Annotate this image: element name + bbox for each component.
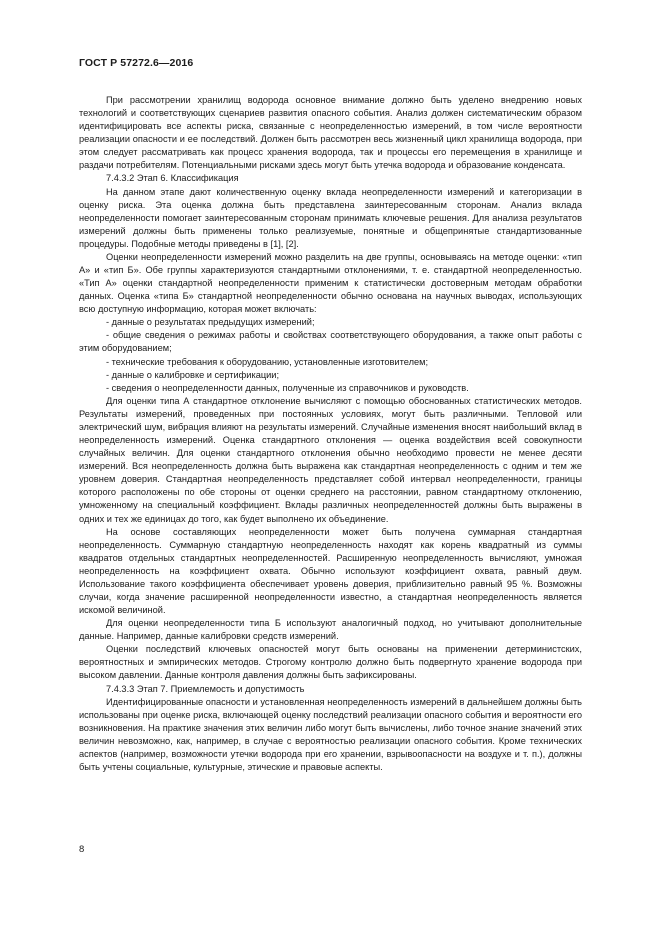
section-heading-7-4-3-3: 7.4.3.3 Этап 7. Приемлемость и допустимость — [106, 683, 305, 694]
list-item: - технические требования к оборудованию, установленные изготовителем; — [106, 356, 429, 367]
paragraph: Для оценки неопределенности типа Б используют аналогичный подход, но учитывают дополнительные данные. Например, данные калибровки средств измерений. — [79, 618, 582, 642]
paragraph: Идентифицированные опасности и установленная неопределенность измерений в дальнейшем должны быть использованы при оценке риска, включающей оценку последствий реализации опасного события и вероятности его возникновения. На практике значения этих величин либо могут быть вычислены, либо точное знание значений этих величин невозможно, как, например, в случае с вероятностью реализации опасного события. Кроме технических аспектов (например, возможности утечки водорода при его хранении, взрывоопасности на воздухе и т. п.), должны быть учтены социальные, культурные, этические и правовые аспекты. — [79, 696, 582, 772]
document-header: ГОСТ Р 57272.6—2016 — [79, 57, 194, 69]
paragraph: Оценки последствий ключевых опасностей могут быть основаны на применении детерминистских, вероятностных и эмпирических методов. Строгому контролю должно быть подвергнуто хранение водорода при высоком давлении. Данные контроля давления должны быть зафиксированы. — [79, 644, 582, 681]
paragraph: Для оценки типа А стандартное отклонение вычисляют с помощью обоснованных статистических методов. Результаты измерений, проведенных при постоянных условиях, могут быть различными. Тепловой или электрический шум, вибрация влияют на результаты измерений. Случайные изменения вносят наибольший вклад в неопределенность измерений. Оценка стандартного отклонения — оценка воздействия всей совокупности случайных величин. Для оценки стандартного отклонения обычно необходимо провести не менее десяти измерений. Вся неопределенность должна быть выражена как стандартная неопределенность с одним и тем же уровнем доверия. Стандартная неопределенность представляет собой интервал неопределенности, границы которого расположены по обе стороны от оценки среднего на расстоянии, равном стандартному отклонению, умноженному на специальный коэффициент. Вклады различных неопределенностей должны быть выражены в одних и тех же единицах до того, как будет выполнено их объединение. — [79, 395, 582, 524]
paragraph: На основе составляющих неопределенности может быть получена суммарная стандартная неопределенность. Суммарную стандартную неопределенность находят как корень квадратный из суммы квадратов отдельных стандартных неопределенностей. Расширенную неопределенность вычисляют, умножая неопределенность на коэффициент охвата. Обычно используют коэффициент охвата, равный двум. Использование такого коэффициента обеспечивает уровень доверия, приблизительно равный 95 %. Возможны случаи, когда значение расширенной неопределенности известно, а стандартная неопределенность является искомой величиной. — [79, 526, 582, 616]
list-item: - данные о результатах предыдущих измерений; — [106, 317, 315, 328]
section-heading-7-4-3-2: 7.4.3.2 Этап 6. Классификация — [106, 173, 239, 184]
paragraph: При рассмотрении хранилищ водорода основное внимание должно быть уделено внедрению новых технологий и соответствующих сценариев развития опасного события. Анализ должен систематическим образом идентифицировать все аспекты риска, связанные с неопределенностью измерений, в том числе вероятности реализации опасности и ее последствий. Должен быть рассмотрен весь жизненный цикл хранилища водорода, при этом следует рассматривать как процесс хранения водорода, так и процессы его перемещения в хранилище и раздачи потребителям. Потенциальными рисками здесь могут быть утечка водорода и образование конденсата. — [79, 95, 582, 171]
paragraph: На данном этапе дают количественную оценку вклада неопределенности измерений и категоризации в оценку риска. Эта оценка должна быть представлена заинтересованным сторонам. Анализ вклада неопределенности помогает заинтересованным сторонам принимать ключевые решения. Для анализа результатов измерений должны быть применены только реализуемые, понятные и общепринятые стандартизованные процедуры. Подобные методы приведены в [1], [2]. — [79, 186, 582, 249]
list-item: - общие сведения о режимах работы и свойствах соответствующего оборудования, а также опыт работы с этим оборудованием; — [79, 330, 582, 354]
paragraph: Оценки неопределенности измерений можно разделить на две группы, основываясь на методе оценки: «тип А» и «тип Б». Обе группы характеризуются стандартными отклонениями, т. е. стандартной неопределенностью. «Тип А» оценки стандартной неопределенности применим к статистически достоверным методам обработки данных. Оценка «типа Б» стандартной неопределенности обычно основана на научных выводах, использующих всю доступную информацию, которая может включать: — [79, 251, 582, 315]
list-item: - данные о калибровке и сертификации; — [106, 369, 280, 380]
page-number: 8 — [79, 844, 85, 855]
list-item: - сведения о неопределенности данных, полученные из справочников и руководств. — [106, 382, 469, 393]
document-body — [79, 94, 582, 774]
